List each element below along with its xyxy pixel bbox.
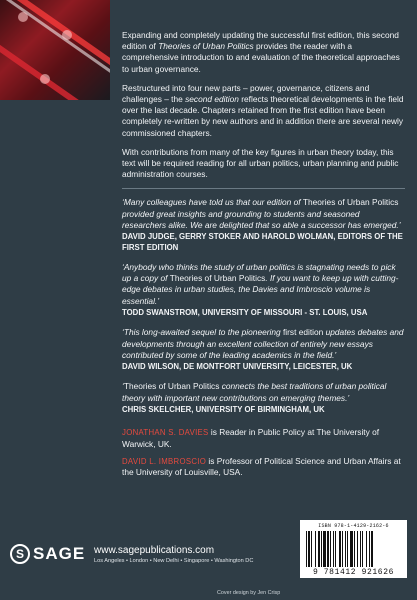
sage-logo: [10, 544, 85, 564]
quote-attribution: CHRIS SKELCHER, UNIVERSITY OF BIRMINGHAM, UK: [122, 404, 325, 414]
author-name: DAVID L. IMBROSCIO: [122, 456, 207, 466]
quote-attribution: DAVID WILSON, DE MONTFORT UNIVERSITY, LEICESTER, UK: [122, 361, 353, 371]
review-quote: ‘Many colleagues have told us that our edition of Theories of Urban Politics provided great insights and grounding to students and seasoned researchers alike. We are delighted that so able a successor has emerged.’ DAVID JUDGE, GERRY STOKER AND HAROLD WOLMAN, EDITORS OF THE FIRST EDITION: [122, 197, 405, 253]
blurb-paragraph-2: Restructured into four new parts – power, governance, citizens and challenges – the second edition reflects theoretical developments in the field over the last decade. Chapters retained from the first edition have been completely re-written by new authors and in addition there are several newly commissioned chapters.: [122, 82, 404, 138]
barcode-bars-icon: [306, 531, 401, 567]
author-name: JONATHAN S. DAVIES: [122, 428, 209, 438]
author-bio: DAVID L. IMBROSCIO is Professor of Political Science and Urban Affairs at the University of Louisville, USA.: [122, 455, 401, 477]
footer: [0, 518, 417, 600]
divider: [122, 188, 405, 189]
review-quote: ‘This long-awaited sequel to the pioneering first edition updates debates and developments through an excellent collection of entirely new essays contributed by some of the leading academics in the field.’ DAVID WILSON, DE MONTFORT UNIVERSITY, LEICESTER, UK: [122, 327, 404, 371]
edition-emphasis: second edition: [185, 94, 239, 105]
publisher-info: [94, 545, 253, 564]
author-bios: [122, 427, 405, 478]
sage-wordmark: SAGE: [33, 544, 86, 563]
isbn-barcode: [300, 520, 407, 578]
quote-attribution: DAVID JUDGE, GERRY STOKER AND HAROLD WOLMAN, EDITORS OF THE FIRST EDITION: [122, 232, 403, 252]
isbn-text: ISBN 978-1-4129-2162-6: [318, 523, 389, 529]
book-title: Theories of Urban Politics: [158, 41, 254, 52]
sage-circle-icon: S: [10, 544, 30, 564]
back-cover-text: [122, 30, 405, 484]
publisher-cities: Los Angeles • London • New Delhi • Singapore • Washington DC: [94, 558, 254, 564]
quote-attribution: TODD SWANSTROM, UNIVERSITY OF MISSOURI - ST. LOUIS, USA: [122, 307, 368, 317]
cover-photo: [0, 0, 110, 100]
author-bio: JONATHAN S. DAVIES is Reader in Public Policy at The University of Warwick, UK.: [122, 427, 380, 449]
cover-design-credit: Cover design by Jen Crisp: [217, 590, 281, 596]
review-quote: ‘Theories of Urban Politics connects the best traditions of urban political theory with important new contributions on emerging themes.’ CHRIS SKELCHER, UNIVERSITY OF BIRMINGHAM, UK: [122, 381, 405, 415]
blurb-paragraph-3: With contributions from many of the key figures in urban theory today, this text will be required reading for all urban politics, urban planning and public administration courses.: [122, 146, 399, 180]
review-quote: ‘Anybody who thinks the study of urban politics is stagnating needs to pick up a copy of Theories of Urban Politics. If you want to keep up with cutting-edge debates in urban studies, the Davies and Imbroscio volume is essential.’ TODD SWANSTROM, UNIVERSITY OF MISSOURI - ST. LOUIS, USA: [122, 262, 405, 318]
publisher-url[interactable]: www.sagepublications.com: [94, 545, 215, 556]
barcode-digits: 9 781412 921626: [312, 568, 394, 577]
blurb-paragraph-1: Expanding and completely updating the successful first edition, this second edition of Theories of Urban Politics provides the reader with a comprehensive introduction to and evaluation of the theoretical approaches to urban governance.: [122, 30, 400, 74]
